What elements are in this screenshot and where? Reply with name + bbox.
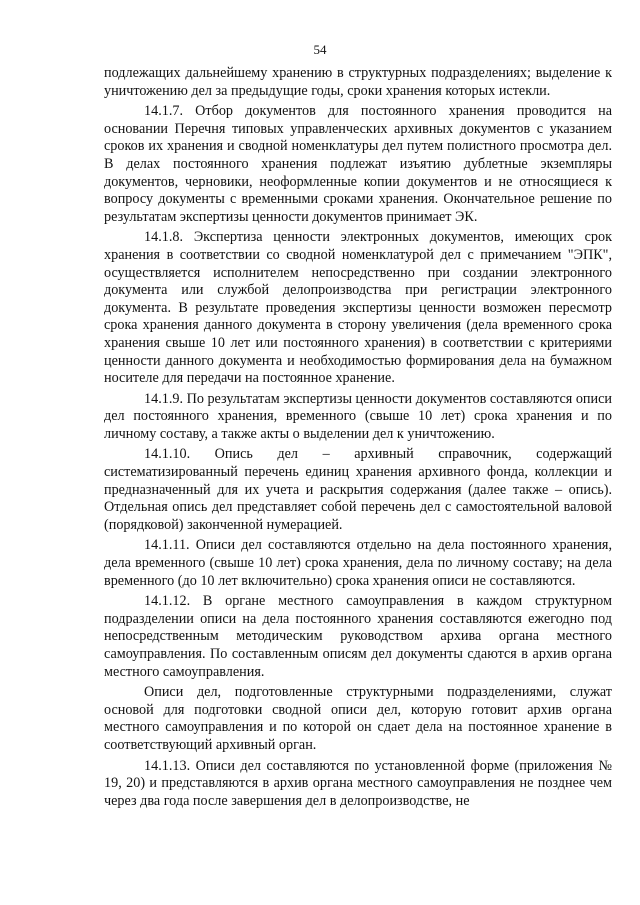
document-body [104, 65, 612, 813]
paragraph-14-1-10: 14.1.10. Опись дел – архивный справочник, содержащий систематизированный перечень единиц хранения архивного фонда, коллекции и предназначенный для их учета и раскрытия содержания (далее также – опись). Отдельная опись дел представляет собой перечень дел с самостоятельной валовой (порядковой) законченной нумерацией. [104, 446, 612, 533]
paragraph-14-1-9: 14.1.9. По результатам экспертизы ценности документов составляются описи дел постоянного хранения, временного (свыше 10 лет) срока хранения и по личному составу, а также акты о выделении дел к уничтожению. [104, 390, 612, 442]
paragraph-14-1-7: 14.1.7. Отбор документов для постоянного хранения проводится на основании Перечня типовых управленческих архивных документов с указанием сроков их хранения и сводной номенклатуры дел путем полистного просмотра дел. В делах постоянного хранения подлежат изъятию дублетные экземпляры документов, черновики, неоформленные копии документов и не относящиеся к вопросу документы с временными сроками хранения. Окончательное решение по результатам экспертизы ценности документов принимает ЭК. [104, 103, 612, 225]
paragraph-14-1-8: 14.1.8. Экспертиза ценности электронных документов, имеющих срок хранения в соответствии со сводной номенклатурой дел с примечанием "ЭПК", осуществляется исполнителем непосредственно при создании электронного документа или службой делопроизводства при регистрации электронного документа. В результате проведения экспертизы ценности возможен пересмотр срока хранения данного документа в сторону увеличения (дела временного срока хранения свыше 10 лет или постоянного хранения) в соответствии с критериями ценности данного документа и необходимостью формирования дела на бумажном носителе для передачи на постоянное хранение. [104, 229, 612, 387]
paragraph-14-1-12: 14.1.12. В органе местного самоуправления в каждом структурном подразделении описи на дела постоянного хранения составляются ежегодно под непосредственным методическим руководством архива органа местного самоуправления. По составленным описям дел документы сдаются в архив органа местного самоуправления. [104, 593, 612, 680]
paragraph-14-1-13: 14.1.13. Описи дел составляются по установленной форме (приложения № 19, 20) и представляются в архив органа местного самоуправления не позднее чем через два года после завершения дел в делопроизводстве, не [104, 757, 612, 809]
page-number: 54 [313, 42, 327, 57]
paragraph-14-1-11: 14.1.11. Описи дел составляются отдельно на дела постоянного хранения, дела временного (свыше 10 лет) срока хранения, дела по личному составу; на дела временного (до 10 лет включительно) срока хранения описи не составляются. [104, 537, 612, 589]
paragraph-inventories: Описи дел, подготовленные структурными подразделениями, служат основой для подготовки сводной описи дел, которую готовит архив органа местного самоуправления и по которой он сдает дела на постоянное хранение в соответствующий архивный орган. [104, 684, 612, 753]
paragraph-continuation: подлежащих дальнейшему хранению в структурных подразделениях; выделение к уничтожению дел за предыдущие годы, сроки хранения которых истекли. [104, 65, 612, 99]
